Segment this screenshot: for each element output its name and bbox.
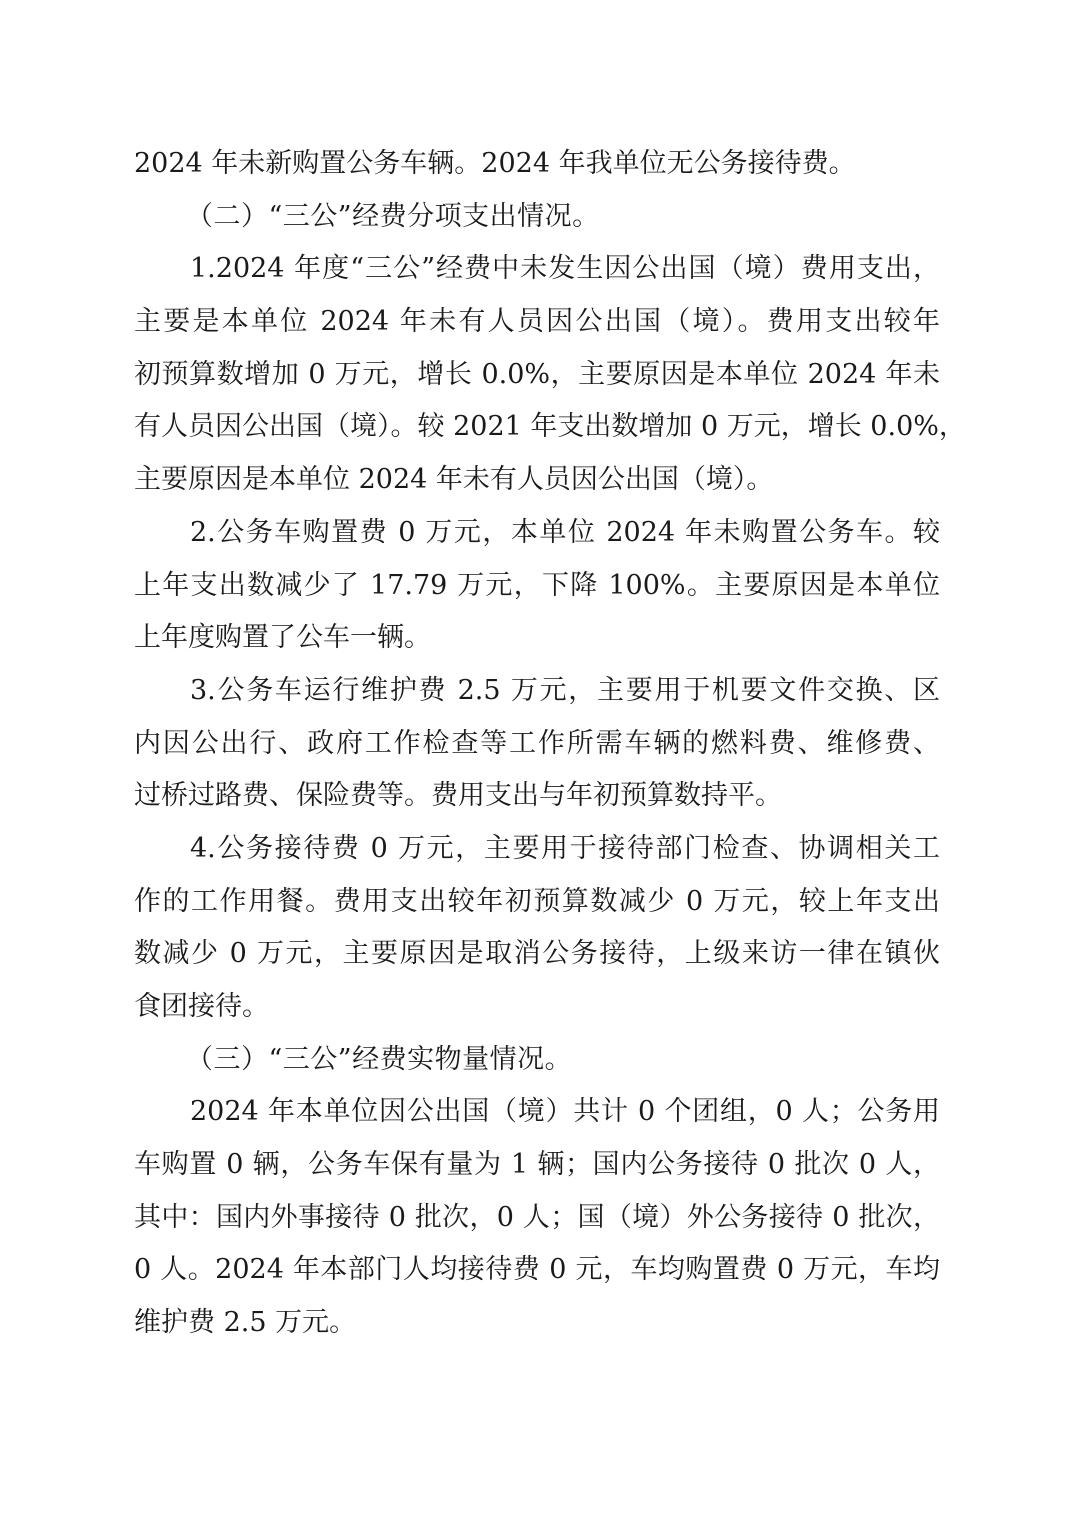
paragraph-line: 数减少 0 万元，主要原因是取消公务接待，上级来访一律在镇伙 bbox=[134, 938, 940, 970]
paragraph-line: 2024 年未新购置公务车辆。2024 年我单位无公务接待费。 bbox=[134, 148, 856, 179]
paragraph-line: 1.2024 年度“三公”经费中未发生因公出国（境）费用支出， bbox=[190, 253, 940, 285]
paragraph-line: 食团接待。 bbox=[134, 991, 269, 1022]
paragraph-line: 内因公出行、政府工作检查等工作所需车辆的燃料费、维修费、 bbox=[134, 727, 940, 759]
paragraph-line: 其中：国内外事接待 0 批次，0 人；国（境）外公务接待 0 批次， bbox=[134, 1201, 940, 1233]
paragraph-line: 2024 年本单位因公出国（境）共计 0 个团组，0 人；公务用 bbox=[190, 1096, 940, 1128]
paragraph-line: 维护费 2.5 万元。 bbox=[134, 1307, 357, 1339]
paragraph-line: 2.公务车购置费 0 万元，本单位 2024 年未购置公务车。较 bbox=[190, 516, 940, 548]
paragraph-line: 有人员因公出国（境）。较 2021 年支出数增加 0 万元，增长 0.0%， bbox=[134, 411, 966, 443]
section-heading: （三）“三公”经费实物量情况。 bbox=[186, 1043, 573, 1075]
paragraph-line: 3.公务车运行维护费 2.5 万元，主要用于机要文件交换、区 bbox=[190, 674, 940, 706]
paragraph-line: 上年支出数减少了 17.79 万元，下降 100%。主要原因是本单位 bbox=[134, 569, 940, 601]
paragraph-line: 主要原因是本单位 2024 年未有人员因公出国（境）。 bbox=[134, 464, 774, 496]
document-body bbox=[134, 138, 966, 1350]
paragraph-line: 车购置 0 辆，公务车保有量为 1 辆；国内公务接待 0 批次 0 人， bbox=[134, 1149, 940, 1181]
paragraph-line: 0 人。2024 年本部门人均接待费 0 元，车均购置费 0 万元，车均 bbox=[134, 1254, 940, 1286]
paragraph-line: 过桥过路费、保险费等。费用支出与年初预算数持平。 bbox=[134, 780, 782, 812]
paragraph-line: 主要是本单位 2024 年未有人员因公出国（境）。费用支出较年 bbox=[134, 306, 940, 338]
paragraph-line: 4.公务接待费 0 万元，主要用于接待部门检查、协调相关工 bbox=[190, 832, 940, 864]
paragraph-line: 初预算数增加 0 万元，增长 0.0%，主要原因是本单位 2024 年未 bbox=[134, 358, 940, 390]
section-heading: （二）“三公”经费分项支出情况。 bbox=[186, 200, 600, 232]
paragraph-line: 作的工作用餐。费用支出较年初预算数减少 0 万元，较上年支出 bbox=[134, 885, 940, 917]
paragraph-line: 上年度购置了公车一辆。 bbox=[134, 622, 431, 654]
